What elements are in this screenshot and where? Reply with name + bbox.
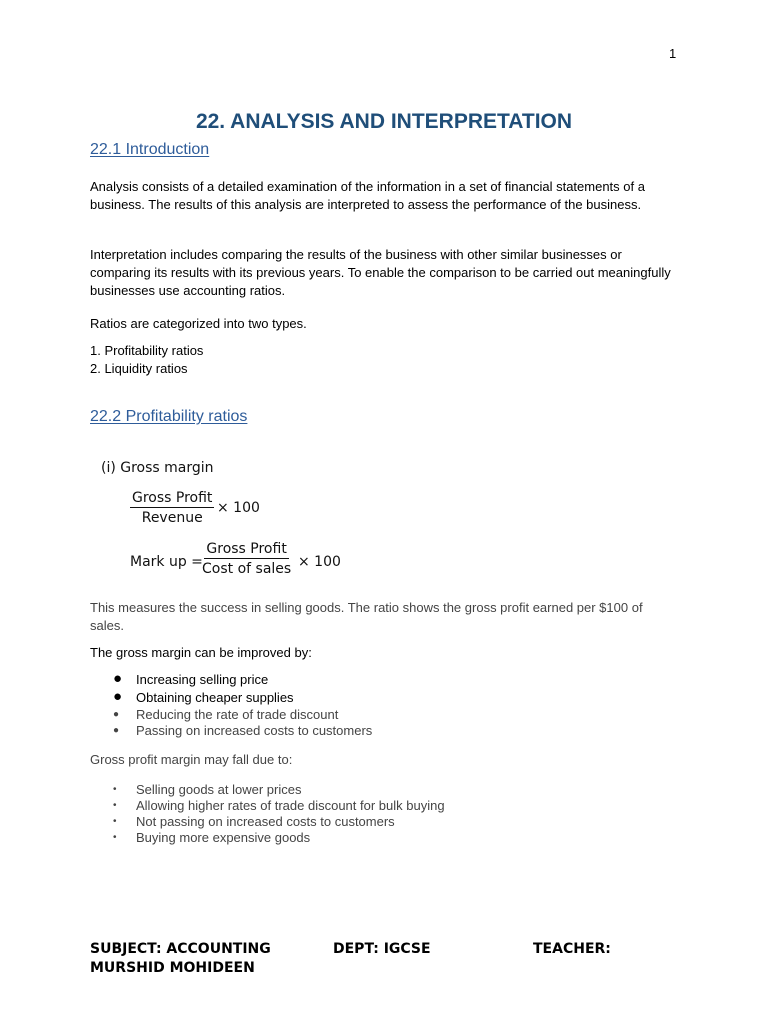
footer-teacher-label: TEACHER: <box>533 941 611 957</box>
list-item: ● Increasing selling price <box>113 670 269 687</box>
fraction-denominator: Cost of sales <box>202 561 292 577</box>
ratio-types-list <box>90 342 203 378</box>
list-item: ● Reducing the rate of trade discount <box>113 707 339 722</box>
gross-margin-description: This measures the success in selling goods. The ratio shows the gross profit earned per $100 of sales. <box>90 600 643 633</box>
fall-list <box>113 782 445 846</box>
footer-dept: DEPT: IGCSE <box>333 941 431 957</box>
bullet-icon: ● <box>113 688 123 705</box>
footer-subject: SUBJECT: ACCOUNTING <box>90 941 271 957</box>
intro-paragraph-ratio-types: Ratios are categorized into two types. <box>90 316 307 331</box>
list-item: ● Passing on increased costs to customers <box>113 723 373 738</box>
list-item: ● Obtaining cheaper supplies <box>113 688 294 705</box>
improve-list-continued <box>113 707 372 739</box>
list-item: 1. Profitability ratios <box>90 343 204 358</box>
multiplier: × 100 <box>217 500 260 516</box>
intro-paragraph-analysis: Analysis consists of a detailed examination of the information in a set of financial statements of a business. The results of this analysis are interpreted to assess the performance of the business. <box>90 179 645 212</box>
fraction-numerator: Gross Profit <box>132 490 213 506</box>
footer-teacher-name: MURSHID MOHIDEEN <box>90 960 255 976</box>
bullet-icon: • <box>113 832 117 843</box>
formula-label: (i) Gross margin <box>101 460 214 476</box>
bullet-icon: • <box>113 784 117 795</box>
bullet-icon: • <box>113 800 117 811</box>
bullet-icon: • <box>113 816 117 827</box>
intro-paragraph-interpretation: Interpretation includes comparing the results of the business with other similar businesses or comparing its results with its previous years. To enable the comparison to be carried out meaningfully businesses use accounting ratios. <box>90 247 671 298</box>
bullet-icon: ● <box>113 709 120 720</box>
bullet-icon: ● <box>113 670 123 687</box>
list-item: • Allowing higher rates of trade discount for bulk buying <box>113 798 445 813</box>
markup-label: Mark up = <box>130 554 203 570</box>
section-heading-introduction: 22.1 Introduction <box>90 141 210 158</box>
bullet-icon: ● <box>113 725 120 736</box>
multiplier: × 100 <box>298 554 341 570</box>
list-item: • Not passing on increased costs to customers <box>113 814 395 829</box>
fraction-numerator: Gross Profit <box>206 541 287 557</box>
page-title: 22. ANALYSIS AND INTERPRETATION <box>195 110 573 133</box>
improve-intro: The gross margin can be improved by: <box>90 645 312 660</box>
list-item: • Buying more expensive goods <box>113 830 311 845</box>
fraction-denominator: Revenue <box>141 510 203 526</box>
markup-fraction <box>202 541 291 577</box>
page-number: 1 <box>669 46 677 61</box>
section-heading-profitability: 22.2 Profitability ratios <box>90 408 248 425</box>
gross-margin-formula <box>101 456 351 586</box>
improve-list <box>113 671 294 707</box>
list-item: 2. Liquidity ratios <box>90 361 188 376</box>
fall-intro: Gross profit margin may fall due to: <box>90 752 293 767</box>
gross-margin-fraction <box>130 490 214 526</box>
list-item: • Selling goods at lower prices <box>113 782 302 797</box>
